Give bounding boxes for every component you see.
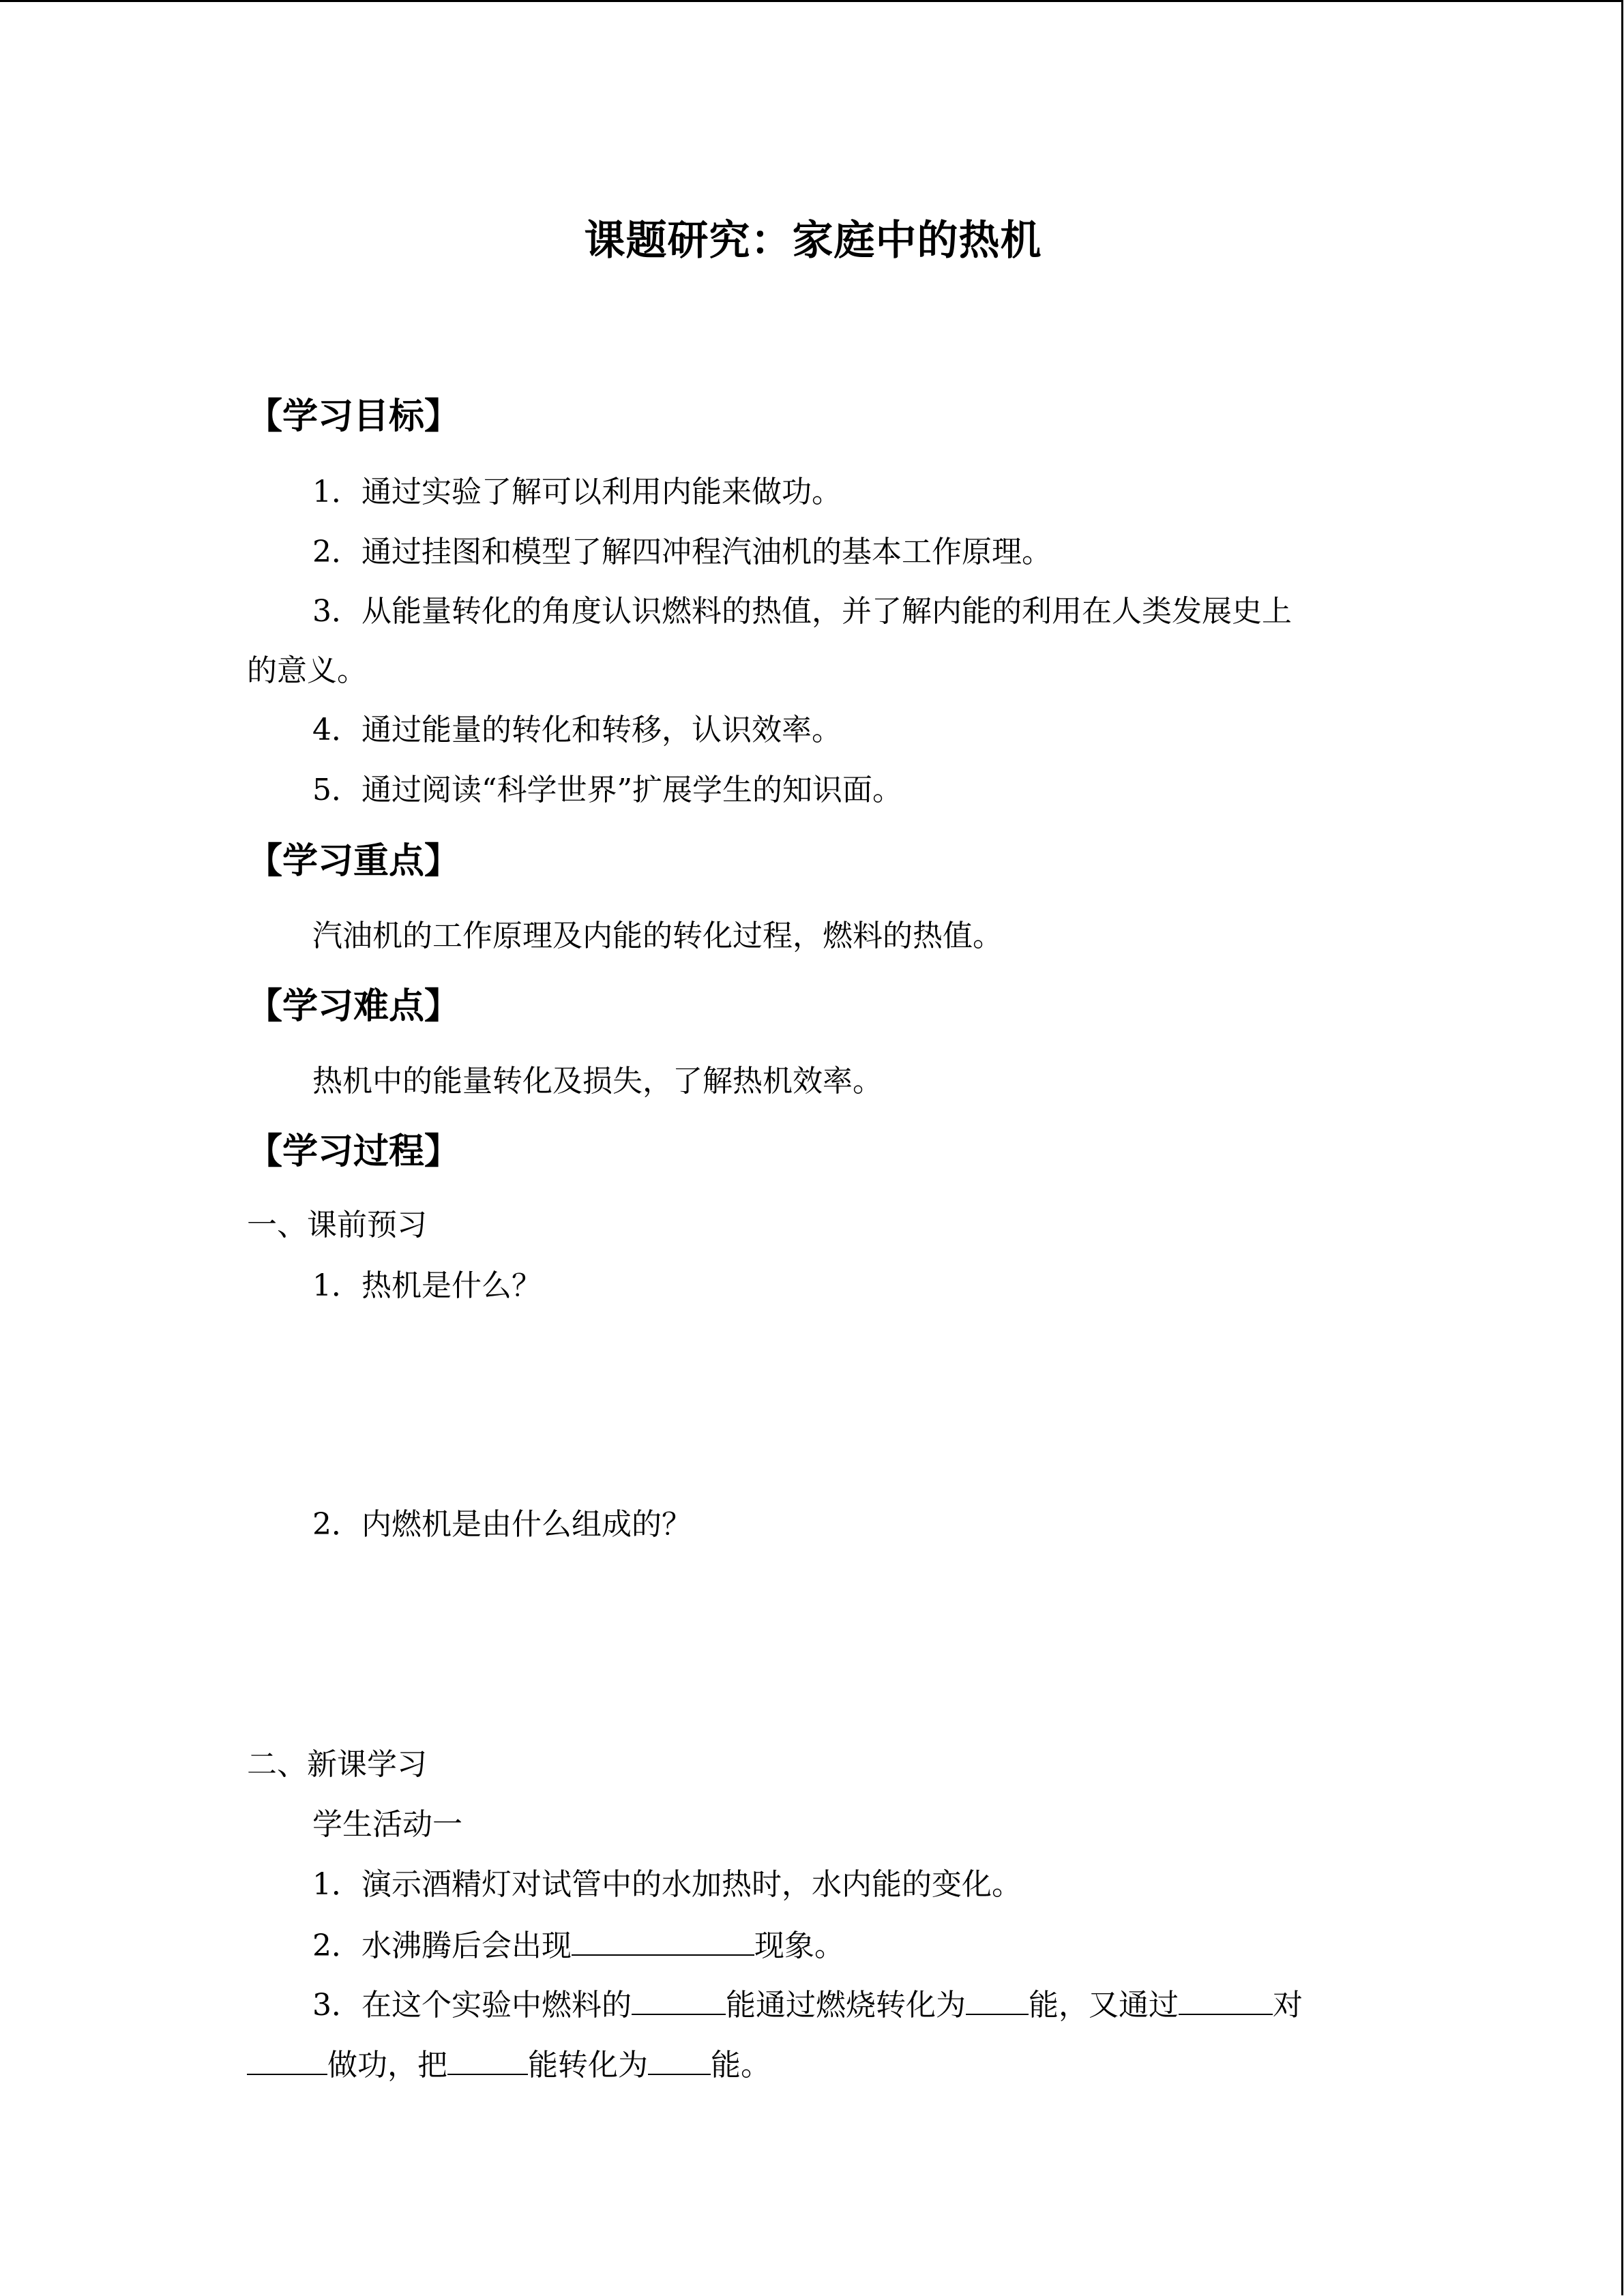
lesson-item-2 (312, 1924, 844, 1967)
fill-blank-object[interactable] (247, 2044, 327, 2075)
process-heading: 【学习过程】 (247, 1131, 460, 1172)
fill-blank-source-energy[interactable] (447, 2044, 528, 2075)
fill-blank-fuel-energy[interactable] (632, 1984, 726, 2015)
preview-question-2: 2．内燃机是由什么组成的？ (312, 1507, 692, 1542)
key-points-heading: 【学习重点】 (247, 841, 460, 882)
new-lesson-title: 二、新课学习 (247, 1747, 427, 1782)
student-activity-1: 学生活动一 (312, 1807, 462, 1842)
lesson-item-3-part-f: 能转化为 (528, 2048, 648, 2083)
objective-item-5: 5．通过阅读“科学世界”扩展学生的知识面。 (312, 773, 902, 807)
objectives-heading: 【学习目标】 (247, 396, 460, 437)
lesson-item-3-part-g: 能。 (711, 2048, 771, 2083)
fill-blank-converted-energy[interactable] (966, 1984, 1029, 2015)
difficulties-heading: 【学习难点】 (247, 986, 460, 1027)
objective-item-3-continued: 的意义。 (247, 653, 367, 688)
fill-blank-phenomenon[interactable] (572, 1924, 754, 1956)
preview-title: 一、课前预习 (247, 1208, 427, 1242)
fill-blank-target-energy[interactable] (648, 2044, 711, 2075)
objective-item-2: 2．通过挂图和模型了解四冲程汽油机的基本工作原理。 (312, 535, 1052, 569)
lesson-item-2-suffix: 现象。 (754, 1928, 844, 1963)
difficulties-text: 热机中的能量转化及损失，了解热机效率。 (312, 1064, 883, 1099)
key-points-text: 汽油机的工作原理及内能的转化过程，燃料的热值。 (312, 919, 1003, 953)
lesson-item-2-prefix: 2．水沸腾后会出现 (312, 1928, 572, 1963)
fill-blank-medium[interactable] (1179, 1984, 1273, 2015)
lesson-item-3-part-d: 对 (1273, 1988, 1303, 2023)
lesson-item-3-part-b: 能通过燃烧转化为 (726, 1988, 966, 2023)
lesson-item-3 (312, 1984, 1303, 2026)
objective-item-1: 1．通过实验了解可以利用内能来做功。 (312, 475, 842, 509)
lesson-item-3-part-e: 做功，把 (327, 2048, 447, 2083)
preview-question-1: 1．热机是什么？ (312, 1268, 542, 1303)
lesson-item-3-part-a: 3．在这个实验中燃料的 (312, 1988, 632, 2023)
lesson-item-3-part-c: 能，又通过 (1029, 1988, 1179, 2023)
document-title: 课题研究：家庭中的热机 (584, 217, 1042, 265)
objective-item-3: 3．从能量转化的角度认识燃料的热值，并了解内能的利用在人类发展史上 (312, 594, 1292, 629)
lesson-item-3-continued (247, 2044, 771, 2086)
objective-item-4: 4．通过能量的转化和转移，认识效率。 (312, 713, 842, 747)
lesson-item-1: 1．演示酒精灯对试管中的水加热时，水内能的变化。 (312, 1867, 1022, 1902)
